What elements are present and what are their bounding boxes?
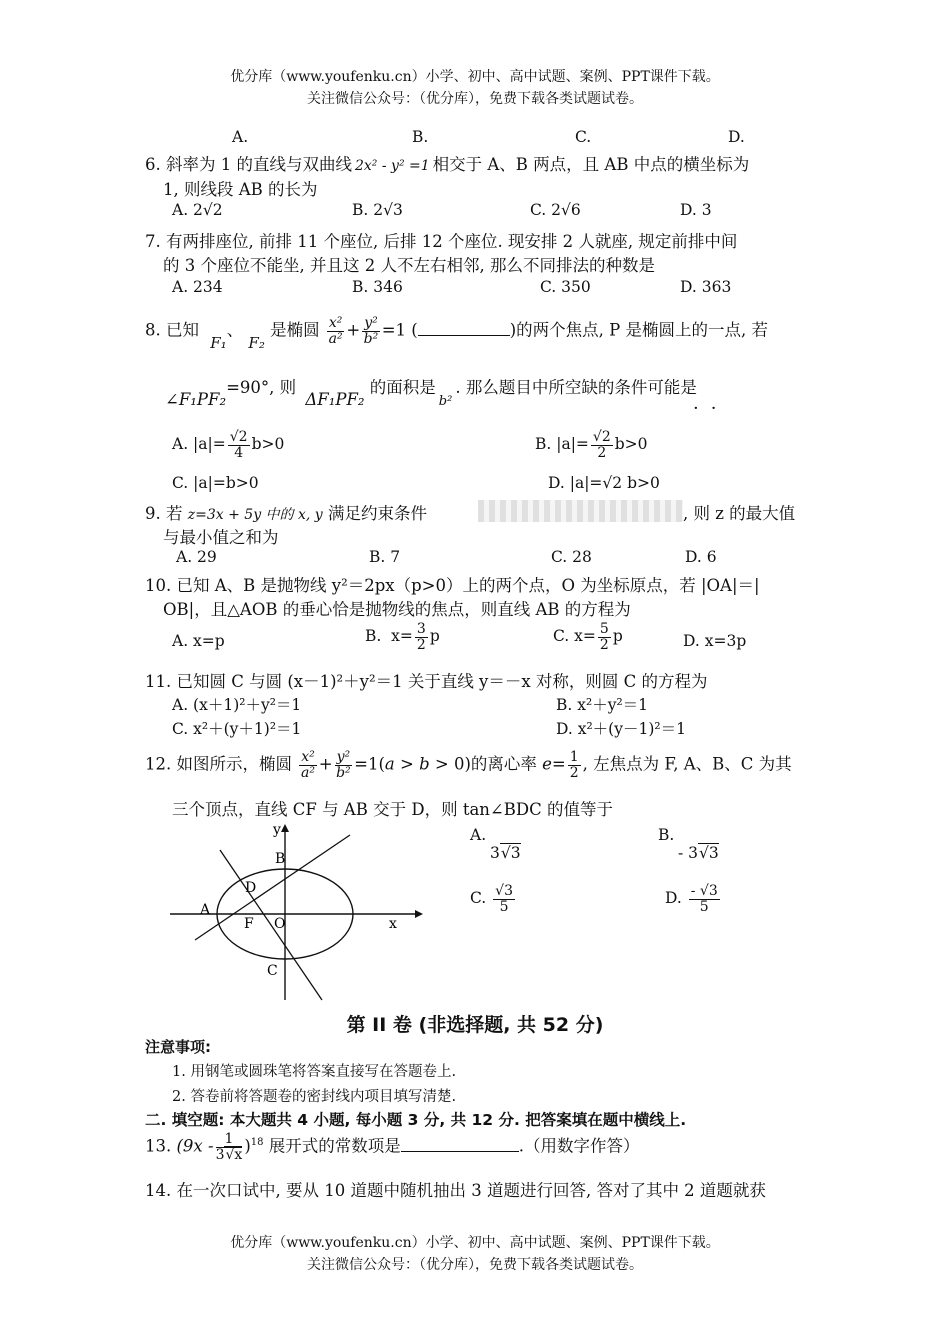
q10-stem-line-2: OB|，且△AOB 的垂心恰是抛物线的焦点，则直线 AB 的方程为 xyxy=(163,600,631,619)
footer-line-2: 关注微信公众号：（优分库），免费下载各类试题试卷。 xyxy=(307,1257,643,1273)
q5-option-b: B. xyxy=(412,128,429,146)
q10-option-a: A. x=p xyxy=(172,632,225,650)
q5-option-d: D. xyxy=(728,128,745,146)
q7-option-b: B. 346 xyxy=(352,278,403,296)
label-y: y xyxy=(273,822,281,838)
q9-option-a: A. 29 xyxy=(176,548,217,566)
label-x: x xyxy=(389,916,397,932)
q12-option-c: C. $\frac{√3}{5}$ xyxy=(470,883,513,915)
q5-option-a: A. xyxy=(232,128,249,146)
constraint-system-image xyxy=(478,500,683,522)
q9-option-b: B. 7 xyxy=(369,548,401,566)
header-line-2: 关注微信公众号：（优分库），免费下载各类试题试卷。 xyxy=(307,91,643,107)
q12-option-b: B. - 3√3 xyxy=(658,826,719,862)
x-axis-arrow xyxy=(415,910,423,918)
emphasis-dots: ·· xyxy=(693,398,729,419)
section-fill-in: 二. 填空题: 本大题共 4 小题, 每小题 3 分, 共 12 分. 把答案填在题中横线上. xyxy=(145,1111,687,1129)
q6-option-a: A. 2√2 xyxy=(172,201,223,219)
q7-stem: 7. 有两排座位, 前排 11 个座位, 后排 12 个座位. 现安排 2 人就座, 规定前排中间 xyxy=(145,232,738,251)
note-2: 2. 答卷前将答题卷的密封线内项目填写清楚. xyxy=(172,1089,457,1105)
q6-stem-line-2: 1, 则线段 AB 的长为 xyxy=(163,180,318,199)
label-f: F xyxy=(244,916,254,932)
q12-stem: 12. 如图所示，椭圆 $\frac{\text{x²}}{\text{a²}}$ + $\frac{\text{y²}}{\text{b²}}$ =1(a > b > 0)的离心率 e= $\frac{1}{2}$ , 左焦点为 F, A、B、C 为其 xyxy=(145,749,792,781)
q14-stem: 14. 在一次口试中, 要从 10 道题中随机抽出 3 道题进行回答, 答对了其中 2 道题就获 xyxy=(145,1181,766,1200)
q8-option-c: C. |a|=b>0 xyxy=(172,474,259,492)
q8-option-d: D. |a|=√2 b>0 xyxy=(548,474,660,492)
q9-stem-tail: , 则 z 的最大值 xyxy=(683,504,796,523)
q11-option-b: B. x²＋y²＝1 xyxy=(556,696,649,714)
part2-title: 第 II 卷 (非选择题, 共 52 分) xyxy=(346,1014,604,1036)
q13-stem: 13. (9x - $\frac{1}{3√x}$ )$^{18}$ 展开式的常数项是 .（用数字作答） xyxy=(145,1131,640,1163)
q9-option-d: D. 6 xyxy=(685,548,717,566)
q8-option-a: A. |a|= $\frac{√2}{4}$ b>0 xyxy=(172,429,285,461)
q10-option-b: B. x= $\frac{3}{2}$ p xyxy=(365,621,440,653)
notes-title: 注意事项: xyxy=(145,1038,211,1056)
q6-option-d: D. 3 xyxy=(680,201,712,219)
q8-condition: ∠F₁PF₂=90°, 则 ΔF₁PF₂ 的面积是$_{b^2}$. 那么题目中所空缺的条件可能是 xyxy=(165,378,697,409)
ellipse-figure xyxy=(165,820,425,1005)
q10-option-d: D. x=3p xyxy=(683,632,747,650)
y-axis-arrow xyxy=(281,824,289,832)
q6-option-b: B. 2√3 xyxy=(352,201,403,219)
q12-option-a: A. 3√3 xyxy=(470,826,521,862)
q12-option-d: D. $\frac{- √3}{5}$ xyxy=(665,883,718,915)
q7-option-d: D. 363 xyxy=(680,278,732,296)
q10-stem: 10. 已知 A、B 是抛物线 y²＝2px（p>0）上的两个点，O 为坐标原点，若 |OA|＝| xyxy=(145,576,760,595)
q8-stem: 8. 已知 F₁、 F₂ 是椭圆 $\frac{\text{x²}}{\text{a²}}$ + $\frac{\text{y²}}{\text{b²}}$ =1 ( )的两个焦点, P 是椭圆上的一点, 若 xyxy=(145,315,768,352)
header-line-1: 优分库（www.youfenku.cn）小学、初中、高中试题、案例、PPT课件下载。 xyxy=(230,69,720,85)
q9-stem-line-2: 与最小值之和为 xyxy=(163,528,279,547)
q9-stem: 9. 若 z=3x + 5y 中的 x, y 满足约束条件 xyxy=(145,504,427,523)
label-c: C xyxy=(267,963,278,979)
q8-option-b: B. |a|= $\frac{√2}{2}$ b>0 xyxy=(535,429,648,461)
q6-option-c: C. 2√6 xyxy=(530,201,581,219)
label-a: A xyxy=(200,902,211,918)
q7-stem-line-2: 的 3 个座位不能坐, 并且这 2 人不左右相邻, 那么不同排法的种数是 xyxy=(163,256,655,275)
q9-option-c: C. 28 xyxy=(551,548,592,566)
q7-option-c: C. 350 xyxy=(540,278,591,296)
label-d: D xyxy=(245,880,257,896)
q5-option-c: C. xyxy=(575,128,592,146)
q11-option-c: C. x²＋(y＋1)²＝1 xyxy=(172,720,302,738)
q11-option-a: A. (x＋1)²＋y²＝1 xyxy=(172,696,302,714)
q11-stem: 11. 已知圆 C 与圆 (x－1)²＋y²＝1 关于直线 y＝－x 对称，则圆 C 的方程为 xyxy=(145,672,708,691)
q6-stem: 6. 斜率为 1 的直线与双曲线 2x² - y² =1 相交于 A、B 两点，且 AB 中点的横坐标为 xyxy=(145,155,750,174)
line-ab xyxy=(195,835,350,940)
note-1: 1. 用钢笔或圆珠笔将答案直接写在答题卷上. xyxy=(172,1064,457,1080)
q12-stem-line-2: 三个顶点，直线 CF 与 AB 交于 D，则 tan∠BDC 的值等于 xyxy=(172,800,613,819)
q7-option-a: A. 234 xyxy=(172,278,223,296)
label-o: O xyxy=(274,916,286,932)
q11-option-d: D. x²＋(y－1)²＝1 xyxy=(556,720,686,738)
q10-option-c: C. x= $\frac{5}{2}$ p xyxy=(553,621,623,653)
label-b: B xyxy=(275,851,286,867)
footer-line-1: 优分库（www.youfenku.cn）小学、初中、高中试题、案例、PPT课件下载。 xyxy=(230,1235,720,1251)
